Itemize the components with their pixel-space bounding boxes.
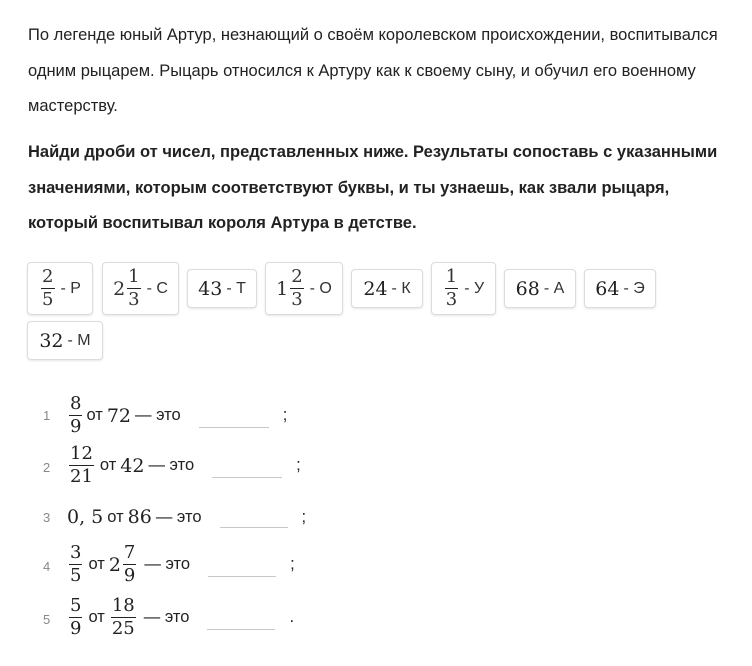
chip-letter: - О	[309, 279, 332, 297]
answer-field[interactable]	[212, 463, 282, 478]
word-is: — это	[144, 555, 191, 573]
word-of: от	[107, 507, 124, 526]
punctuation: ;	[290, 555, 295, 573]
word-of: от	[99, 456, 117, 474]
decimal-value: 0, 5	[67, 506, 104, 528]
chip-a[interactable]	[504, 269, 576, 308]
punctuation: ;	[282, 406, 288, 424]
chip-o[interactable]	[265, 262, 343, 315]
punctuation: .	[289, 608, 295, 626]
chip-letter: - У	[464, 279, 485, 297]
fraction: $\frac{3}{5}$	[70, 542, 82, 586]
chip-letter: - К	[391, 279, 411, 297]
chip-letter: - С	[146, 279, 168, 297]
word-is: — это	[148, 456, 195, 474]
question-number: 4	[43, 559, 51, 574]
chip-u[interactable]	[431, 262, 496, 315]
chip-value: 68	[515, 277, 540, 300]
chip-k[interactable]	[351, 269, 423, 308]
task-text: Найди дроби от чисел, представленных ниже. Результаты сопоставь с указанными значениями, которым соответствуют буквы, и ты узнаешь, как звали рыцаря, который воспитывал короля Артура в детстве.	[28, 143, 718, 232]
chip-letter: - А	[543, 279, 565, 297]
question-number: 5	[43, 612, 51, 627]
word-of: от	[86, 406, 103, 424]
chip-r[interactable]	[27, 262, 93, 315]
answer-field[interactable]	[207, 615, 275, 630]
chip-letter: - Э	[623, 279, 645, 297]
chip-value: 43	[198, 277, 223, 300]
chip-letter: - М	[67, 331, 91, 349]
fraction: $\frac{18}{25}$	[111, 595, 135, 639]
answer-field[interactable]	[220, 513, 288, 528]
whole-part: 2	[108, 553, 121, 576]
fraction: $\frac{2}{3}$	[291, 266, 303, 310]
fraction: $\frac{1}{3}$	[128, 266, 140, 310]
answer-field[interactable]	[199, 413, 269, 428]
punctuation: ;	[301, 507, 307, 526]
word-of: от	[88, 608, 105, 626]
base-number: 42	[120, 454, 145, 477]
fraction: $\frac{2}{5}$	[42, 266, 54, 310]
whole-part: 1	[276, 277, 289, 300]
word-is: — это	[135, 406, 181, 424]
chip-letter: - Т	[226, 279, 246, 297]
word-is: — это	[155, 507, 202, 526]
fraction: $\frac{12}{21}$	[70, 443, 93, 487]
fraction: $\frac{5}{9}$	[70, 595, 82, 639]
word-of: от	[88, 555, 105, 573]
chip-m[interactable]	[27, 321, 103, 360]
fraction: $\frac{8}{9}$	[70, 393, 82, 437]
fraction: $\frac{7}{9}$	[123, 542, 136, 586]
punctuation: ;	[296, 456, 301, 474]
chip-value: 32	[39, 329, 64, 352]
base-number: 72	[106, 404, 132, 427]
chip-value: 24	[363, 277, 388, 300]
question-number: 1	[43, 408, 51, 423]
chip-s[interactable]	[102, 262, 179, 315]
chip-e[interactable]	[584, 269, 656, 308]
chip-t[interactable]	[187, 269, 257, 308]
word-is: — это	[143, 608, 190, 626]
intro-text: По легенде юный Артур, незнающий о своём королевском происхождении, воспитывался одним рыцарем. Рыцарь относился к Артуру как к своему сыну, и обучил его военному мастерству.	[28, 26, 718, 115]
question-number: 2	[43, 460, 51, 475]
whole-part: 2	[113, 277, 126, 300]
question-number: 3	[43, 510, 51, 525]
answer-field[interactable]	[208, 562, 276, 577]
base-number: 86	[127, 506, 152, 528]
chip-value: 64	[595, 277, 620, 300]
fraction: $\frac{1}{3}$	[445, 266, 458, 310]
chip-letter: - Р	[60, 279, 81, 297]
